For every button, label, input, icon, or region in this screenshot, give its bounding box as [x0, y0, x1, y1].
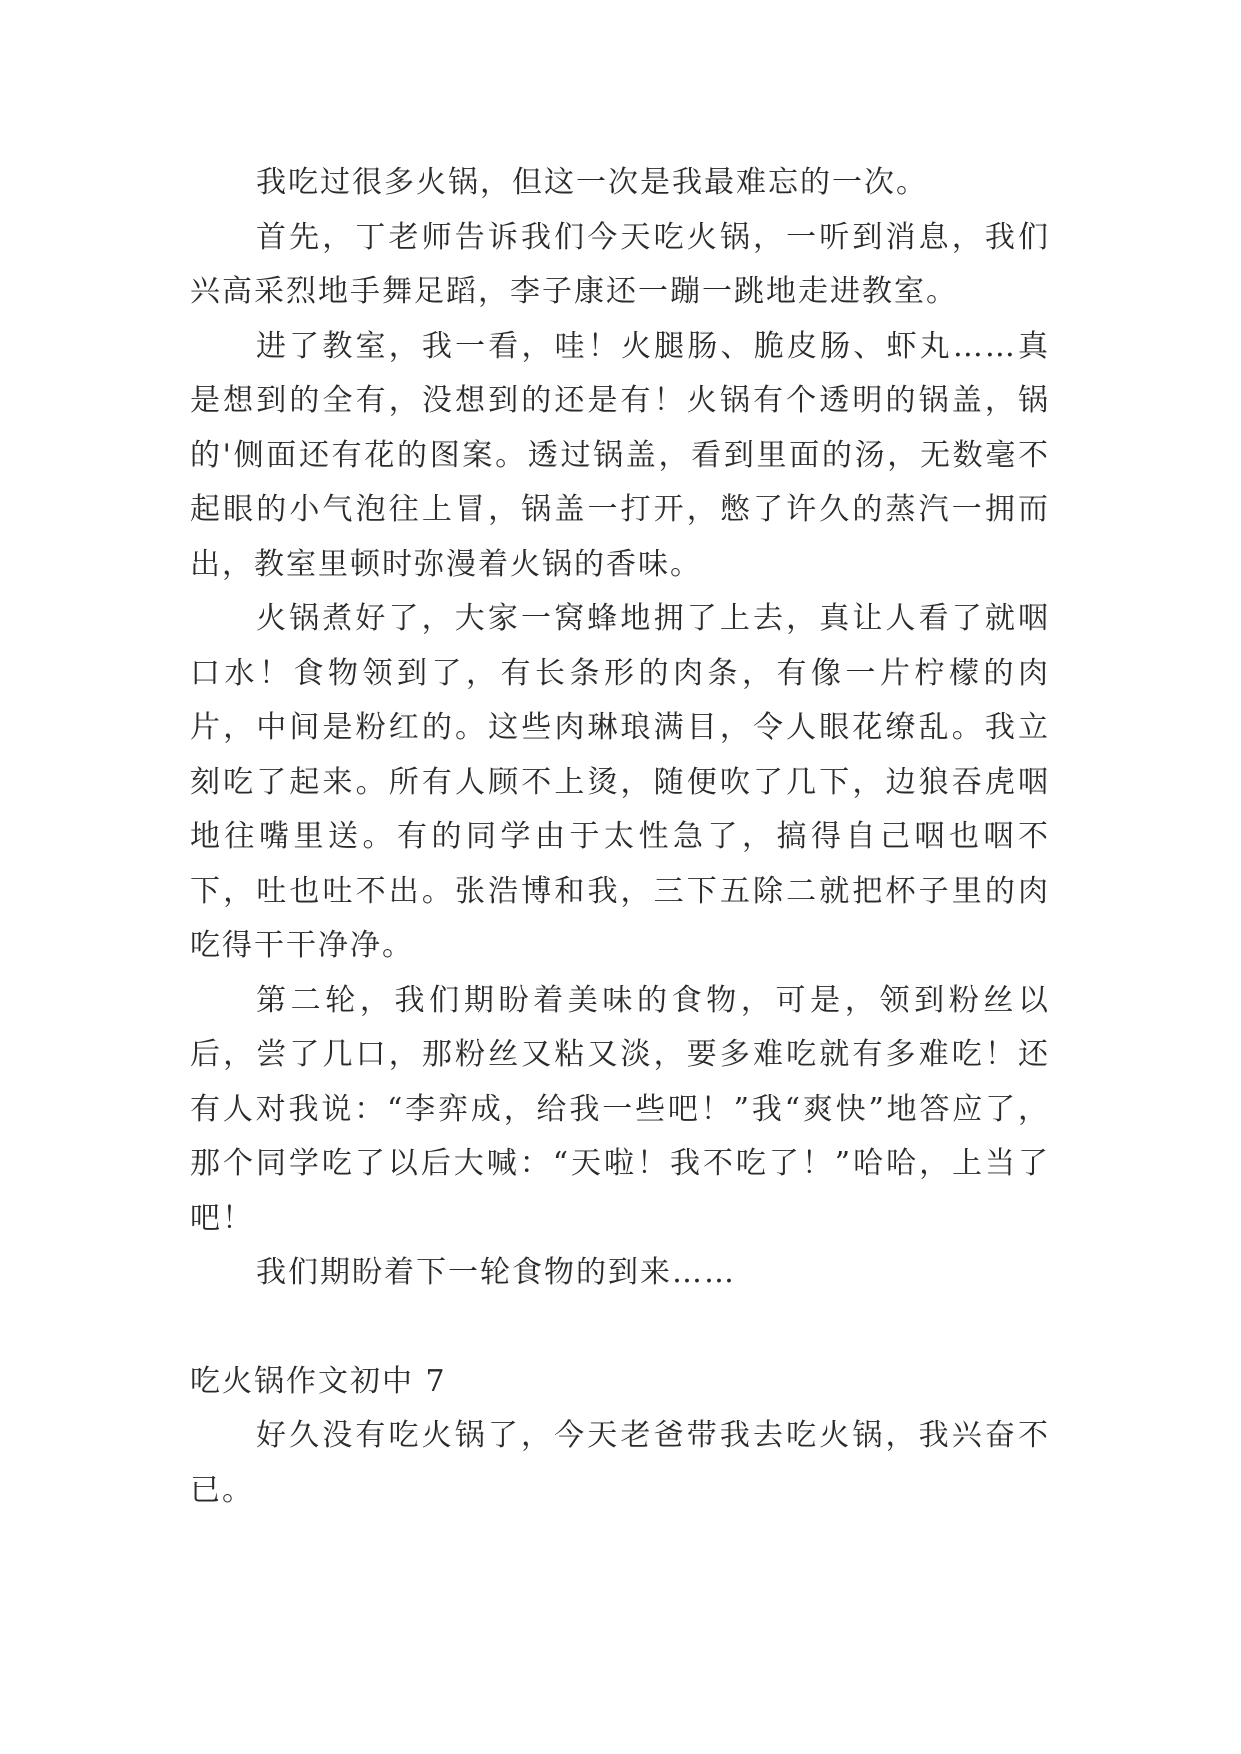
paragraph-5: 第二轮，我们期盼着美味的食物，可是，领到粉丝以后，尝了几口，那粉丝又粘又淡，要多难吃就有多难吃！还有人对我说：“李弈成，给我一些吧！”我“爽快”地答应了，那个同学吃了以后大喊：“天啦！我不吃了！”哈哈，上当了吧！: [190, 982, 1050, 1236]
paragraph-6: 我们期盼着下一轮食物的到来……: [256, 1255, 736, 1290]
paragraph-3: 进了教室，我一看，哇！火腿肠、脆皮肠、虾丸……真是想到的全有，没想到的还是有！火锅有个透明的锅盖，锅的'侧面还有花的图案。透过锅盖，看到里面的汤，无数毫不起眼的小气泡往上冒，锅盖一打开，憋了许久的蒸汽一拥而出，教室里顿时弥漫着火锅的香味。: [190, 328, 1050, 582]
section-title: 吃火锅作文初中 7: [190, 1363, 447, 1399]
section-paragraph-1: 好久没有吃火锅了，今天老爸带我去吃火锅，我兴奋不已。: [190, 1418, 1050, 1508]
paragraph-4: 火锅煮好了，大家一窝蜂地拥了上去，真让人看了就咽口水！食物领到了，有长条形的肉条，有像一片柠檬的肉片，中间是粉红的。这些肉琳琅满目，令人眼花缭乱。我立刻吃了起来。所有人顾不上烫，随便吹了几下，边狼吞虎咽地往嘴里送。有的同学由于太性急了，搞得自己咽也咽不下，吐也吐不出。张浩博和我，三下五除二就把杯子里的肉吃得干干净净。: [190, 601, 1050, 963]
document-body: [190, 156, 1050, 1518]
paragraph-2: 首先，丁老师告诉我们今天吃火锅，一听到消息，我们兴高采烈地手舞足蹈，李子康还一蹦一跳地走进教室。: [190, 219, 1050, 309]
paragraph-1: 我吃过很多火锅，但这一次是我最难忘的一次。: [256, 165, 928, 200]
